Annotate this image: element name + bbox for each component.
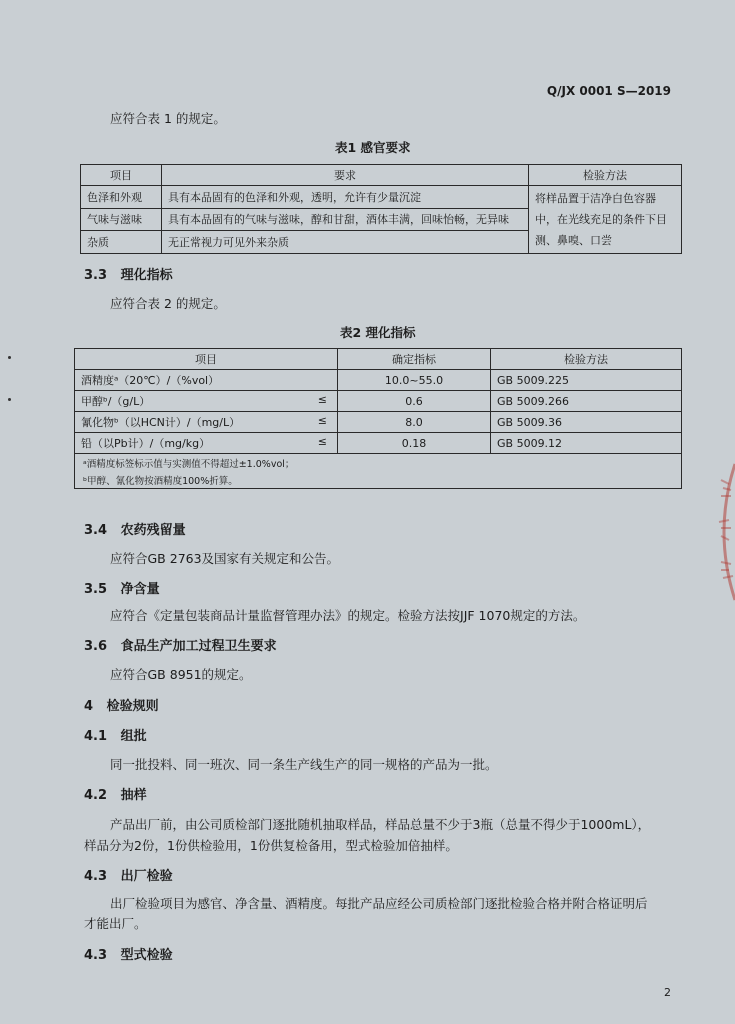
section-4-heading <box>84 695 159 714</box>
column-header: 检验方法 <box>491 349 682 370</box>
column-header: 检验方法 <box>529 165 682 186</box>
section-title: 型式检验 <box>120 948 173 963</box>
column-header: 项目 <box>81 165 162 186</box>
seal-stamp-fragment <box>711 462 735 602</box>
section-title: 组批 <box>120 729 147 744</box>
table-note-b: ᵇ甲醇、氰化物按酒精度100%折算。 <box>75 471 682 489</box>
table-row <box>81 186 682 209</box>
section-4-3-heading <box>84 865 173 884</box>
item-label: 酒精度ᵃ（20℃）/（%vol） <box>81 374 220 387</box>
section-3-6-heading <box>84 635 277 654</box>
section-title: 检验规则 <box>106 699 159 714</box>
table-row <box>75 412 682 433</box>
section-title: 出厂检验 <box>120 869 173 884</box>
item-label: 铅（以Pb计）/（mg/kg） <box>81 437 211 450</box>
operator: ≤ <box>317 393 327 406</box>
table1-title: 表1 感官要求 <box>335 140 411 155</box>
table2-title: 表2 理化指标 <box>340 325 416 340</box>
value-cell: 0.6 <box>338 391 491 412</box>
item-cell <box>75 412 338 433</box>
section-3-5-text: 应符合《定量包装商品计量监督管理办法》的规定。检验方法按JJF 1070规定的方法。 <box>110 608 586 623</box>
item-cell: 气味与滋味 <box>81 208 162 231</box>
column-header: 项目 <box>75 349 338 370</box>
section-4-2-text-line2: 样品分为2份，1份供检验用，1份供复检备用，型式检验加倍抽样。 <box>84 838 458 853</box>
page-number: 2 <box>664 986 671 999</box>
table-header-row <box>75 349 682 370</box>
section-number: 3.3 <box>84 268 108 283</box>
section-4-2-heading <box>84 784 147 803</box>
table-note-row <box>75 454 682 472</box>
margin-mark <box>8 398 11 401</box>
value-cell: 0.18 <box>338 433 491 454</box>
physicochemical-table <box>74 348 682 489</box>
section-4-3b-heading <box>84 944 173 963</box>
section-title: 食品生产加工过程卫生要求 <box>120 639 277 654</box>
section-number: 4.3 <box>84 869 108 884</box>
column-header: 要求 <box>162 165 529 186</box>
section-3-5-heading <box>84 578 160 597</box>
operator: ≤ <box>317 414 327 427</box>
method-cell: GB 5009.36 <box>491 412 682 433</box>
requirement-cell: 无正常视力可见外来杂质 <box>162 231 529 254</box>
section-4-3-text-line1: 出厂检验项目为感官、净含量、酒精度。每批产品应经公司质检部门逐批检验合格并附合格证明后 <box>110 896 648 911</box>
item-cell <box>75 391 338 412</box>
section-number: 4.3 <box>84 948 108 963</box>
section-number: 4.2 <box>84 788 108 803</box>
section-3-3-heading <box>84 264 173 283</box>
section-3-4-heading <box>84 519 186 538</box>
requirement-cell: 具有本品固有的色泽和外观，透明，允许有少量沉淀 <box>162 186 529 209</box>
item-label: 甲醇ᵇ/（g/L） <box>81 395 151 408</box>
section-4-2-text-line1: 产品出厂前，由公司质检部门逐批随机抽取样品，样品总量不少于3瓶（总量不得少于1000mL）， <box>110 817 651 832</box>
table-header-row <box>81 165 682 186</box>
method-cell: GB 5009.266 <box>491 391 682 412</box>
section-title: 农药残留量 <box>120 523 186 538</box>
item-cell <box>75 370 338 391</box>
section-number: 3.6 <box>84 639 108 654</box>
section-4-1-text: 同一批投料、同一班次、同一条生产线生产的同一规格的产品为一批。 <box>110 757 498 772</box>
section-number: 3.5 <box>84 582 108 597</box>
section-title: 理化指标 <box>120 268 173 283</box>
item-label: 氰化物ᵇ（以HCN计）/（mg/L） <box>81 416 241 429</box>
section-3-4-text: 应符合GB 2763及国家有关规定和公告。 <box>110 551 340 566</box>
requirement-cell: 具有本品固有的气味与滋味，醇和甘甜，酒体丰满，回味怡畅，无异味 <box>162 208 529 231</box>
section-number: 4.1 <box>84 729 108 744</box>
section-3-6-text: 应符合GB 8951的规定。 <box>110 667 252 682</box>
section-4-3-text-line2: 才能出厂。 <box>84 916 147 931</box>
section-title: 抽样 <box>120 788 147 803</box>
section-number: 3.4 <box>84 523 108 538</box>
table-row <box>75 391 682 412</box>
method-cell: 将样品置于洁净白色容器中，在光线充足的条件下目测、鼻嗅、口尝 <box>529 186 682 254</box>
item-cell: 色泽和外观 <box>81 186 162 209</box>
item-cell <box>75 433 338 454</box>
sensory-requirements-table <box>80 164 682 254</box>
value-cell: 8.0 <box>338 412 491 433</box>
margin-mark <box>8 356 11 359</box>
item-cell: 杂质 <box>81 231 162 254</box>
method-cell: GB 5009.12 <box>491 433 682 454</box>
section-4-1-heading <box>84 725 147 744</box>
table-note-row <box>75 471 682 489</box>
section-number: 4 <box>84 699 94 714</box>
document-code: Q/JX 0001 S—2019 <box>546 84 671 98</box>
operator: ≤ <box>317 435 327 448</box>
table-row <box>75 433 682 454</box>
intro-paragraph: 应符合表 1 的规定。 <box>110 111 226 126</box>
table-row <box>75 370 682 391</box>
value-cell: 10.0~55.0 <box>338 370 491 391</box>
section-title: 净含量 <box>120 582 160 597</box>
column-header: 确定指标 <box>338 349 491 370</box>
table-note-a: ᵃ酒精度标签标示值与实测值不得超过±1.0%vol； <box>75 454 682 472</box>
method-cell: GB 5009.225 <box>491 370 682 391</box>
section-3-3-text: 应符合表 2 的规定。 <box>110 296 226 311</box>
